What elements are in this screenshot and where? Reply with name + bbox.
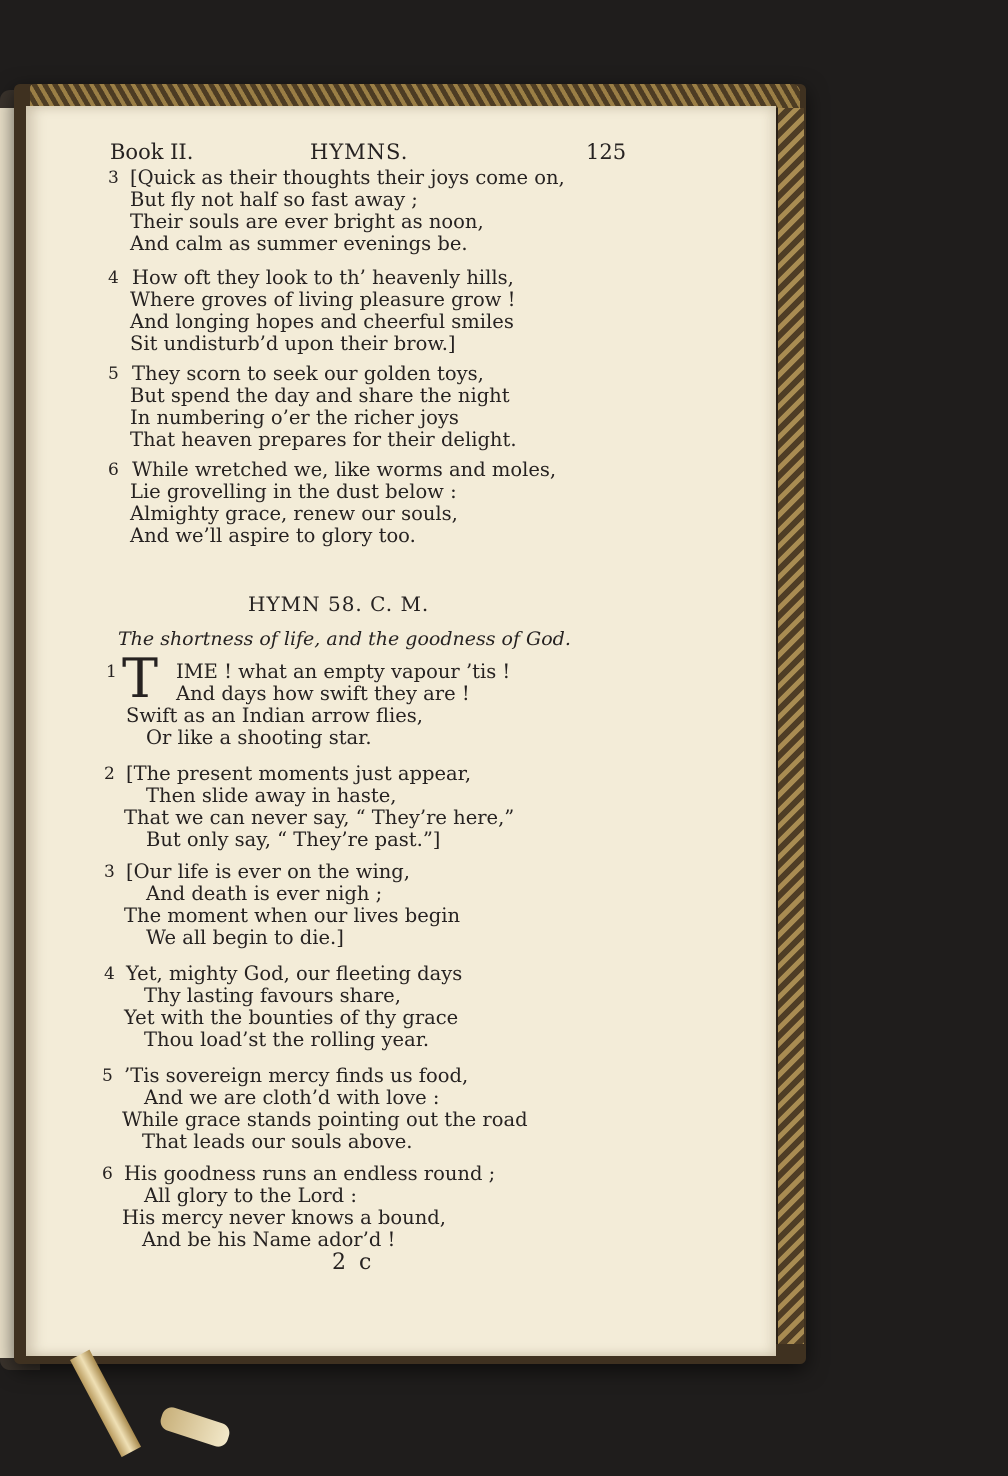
running-header bbox=[26, 140, 776, 168]
signature-mark: 2 c bbox=[332, 1250, 375, 1275]
book-page: Book II. HYMNS. 125 3 [Quick as their thoughts their joys come on, But fly not half so fast away ; Their souls are ever bright as noon, And calm as summer evenings be. 4 How oft they look to th’ heavenly hills, Where groves of living pleasure grow ! And longing hopes and cheerful smiles Sit undisturb’d upon their brow.] 5 They scorn to seek our golden toys, But spend the day and share the night In numbering o’er the richer joys That heaven prepares for their delight. 6 While wretched we, like worms and moles, Lie grovelling in the dust below : Almighty grace, renew our souls, And we’ll aspire to glory too. HYMN 58. C. M. The shortness of life, and the goodness of God. 1 IME ! what an empty vapour ’tis ! And days how swift they are ! Swift as an Indian arrow flies, Or like a shooting star. T 2 [The present moments just appear, Then slide away in haste, That we can never say, “ They’re here,” But only say, “ They’re past.”] 3 [Our life is ever on the wing, And death is ever nigh ; The moment when our lives begin We all begin to die.] 4 Yet, mighty God, our fleeting days Thy lasting favours share, Yet with the bounties of thy grace Thou load’st the rolling year. 5 ’Tis sovereign mercy finds us food, And we are cloth’d with love : While grace stands pointing out the road That leads our souls above. 6 His goodness runs an endless round ; All glory to the Lord : His mercy never knows a bound, And be his Name ador’d ! 2 c bbox=[26, 106, 776, 1356]
bookmark-ribbon-tail bbox=[158, 1405, 232, 1449]
book-label: Book II. bbox=[110, 140, 194, 164]
section-title: HYMNS. bbox=[310, 140, 409, 164]
page-number: 125 bbox=[586, 140, 627, 164]
hymn-title: HYMN 58. C. M. bbox=[248, 592, 430, 616]
gilt-top-border bbox=[30, 84, 800, 108]
bookmark-ribbon[interactable] bbox=[70, 1350, 141, 1457]
hymn-subtitle: The shortness of life, and the goodness of God. bbox=[118, 628, 571, 650]
gilt-page-edge bbox=[776, 108, 804, 1344]
drop-cap: T bbox=[122, 647, 159, 710]
